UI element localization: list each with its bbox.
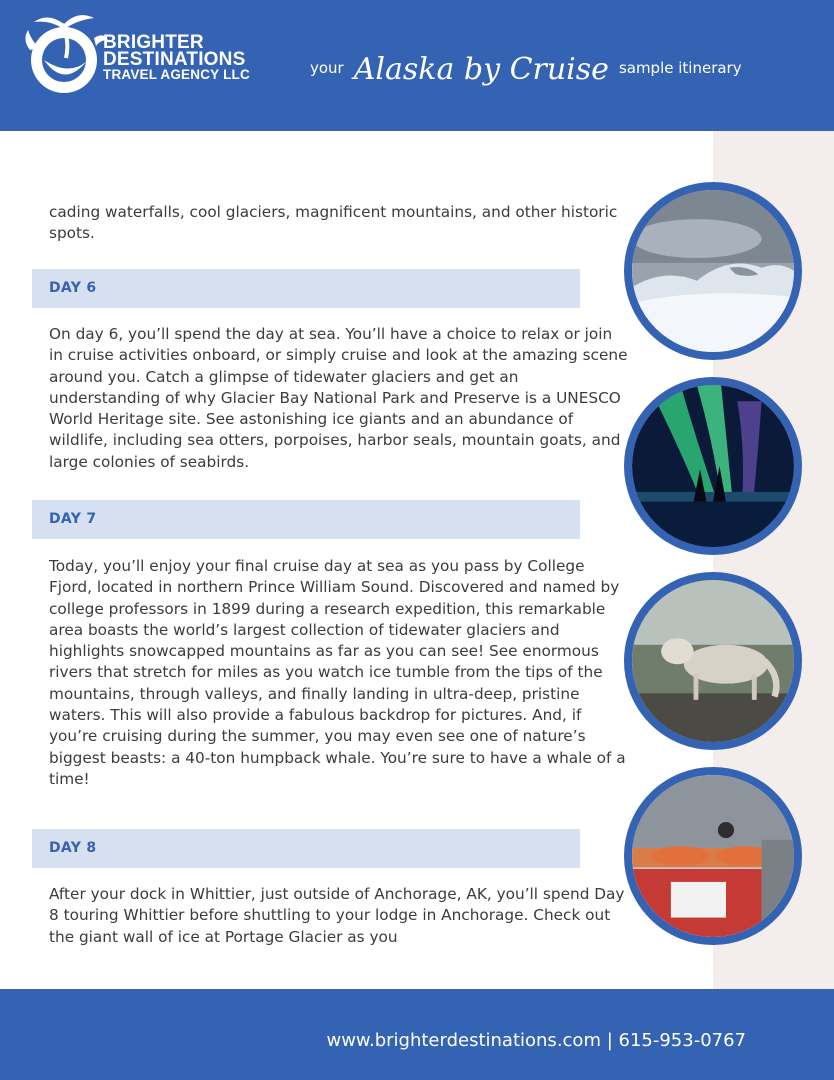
day-8-label: DAY 8 (49, 840, 97, 856)
page-footer (0, 989, 834, 1080)
day-8-heading (32, 829, 580, 868)
day-7-heading (32, 500, 580, 539)
day-8-paragraph: After your dock in Whittier, just outside of Anchorage, AK, you’ll spend Day 8 touring Whittier before shuttling to your lodge in Anchorage. Check out the giant wall of ice at Portage Glacier as you (49, 885, 625, 946)
logo-wordmark (103, 34, 250, 82)
page-title (310, 52, 742, 87)
day-7-label: DAY 7 (49, 511, 97, 527)
day-7-paragraph: Today, you’ll enjoy your final cruise day at sea as you pass by College Fjord, located in northern Prince William Sound. Discovered and named by college professors in 1899 during a research expedition, this remarkable area boasts the world’s largest collection of tidewater glaciers and highlights snowcapped mountains as far as you can see! See enormous rivers that stretch for miles as you watch ice tumble from the tips of the mountains, through valleys, and finally landing in ultra-deep, pristine waters. This will also provide a fabulous backdrop for pictures. And, if you’re cruising during the summer, you may even see one of nature’s biggest beasts: a 40-ton humpback whale. You’re sure to have a whale of a time! (49, 557, 626, 788)
northern-lights-photo (624, 377, 802, 555)
palm-tree-logo-icon (18, 10, 110, 96)
crab-market-photo (624, 767, 802, 945)
tagline-title: Alaska by Cruise (353, 52, 609, 87)
intro-paragraph: cading waterfalls, cool glaciers, magnificent mountains, and other historic spots. (49, 203, 618, 243)
wolf-photo (624, 572, 802, 750)
snowy-mountain-photo (624, 182, 802, 360)
logo-line-2: DESTINATIONS (103, 49, 246, 70)
tagline-pre: your (310, 59, 344, 77)
page-header (0, 0, 834, 131)
day-6-heading (32, 269, 580, 308)
day-6-label: DAY 6 (49, 280, 97, 296)
footer-contact: www.brighterdestinations.com | 615-953-0767 (326, 1030, 746, 1051)
tagline-post: sample itinerary (618, 59, 742, 77)
logo-line-3: TRAVEL AGENCY LLC (103, 67, 250, 82)
logo-line-1: BRIGHTER (103, 32, 204, 53)
day-6-paragraph: On day 6, you’ll spend the day at sea. You’ll have a choice to relax or join in cruise activities onboard, or simply cruise and look at the amazing scene around you. Catch a glimpse of tidewater glaciers and get an understanding of why Glacier Bay National Park and Preserve is a UNESCO World Heritage site. See astonishing ice giants and an abundance of wildlife, including sea otters, porpoises, harbor seals, mountain goats, and large colonies of seabirds. (49, 325, 628, 471)
